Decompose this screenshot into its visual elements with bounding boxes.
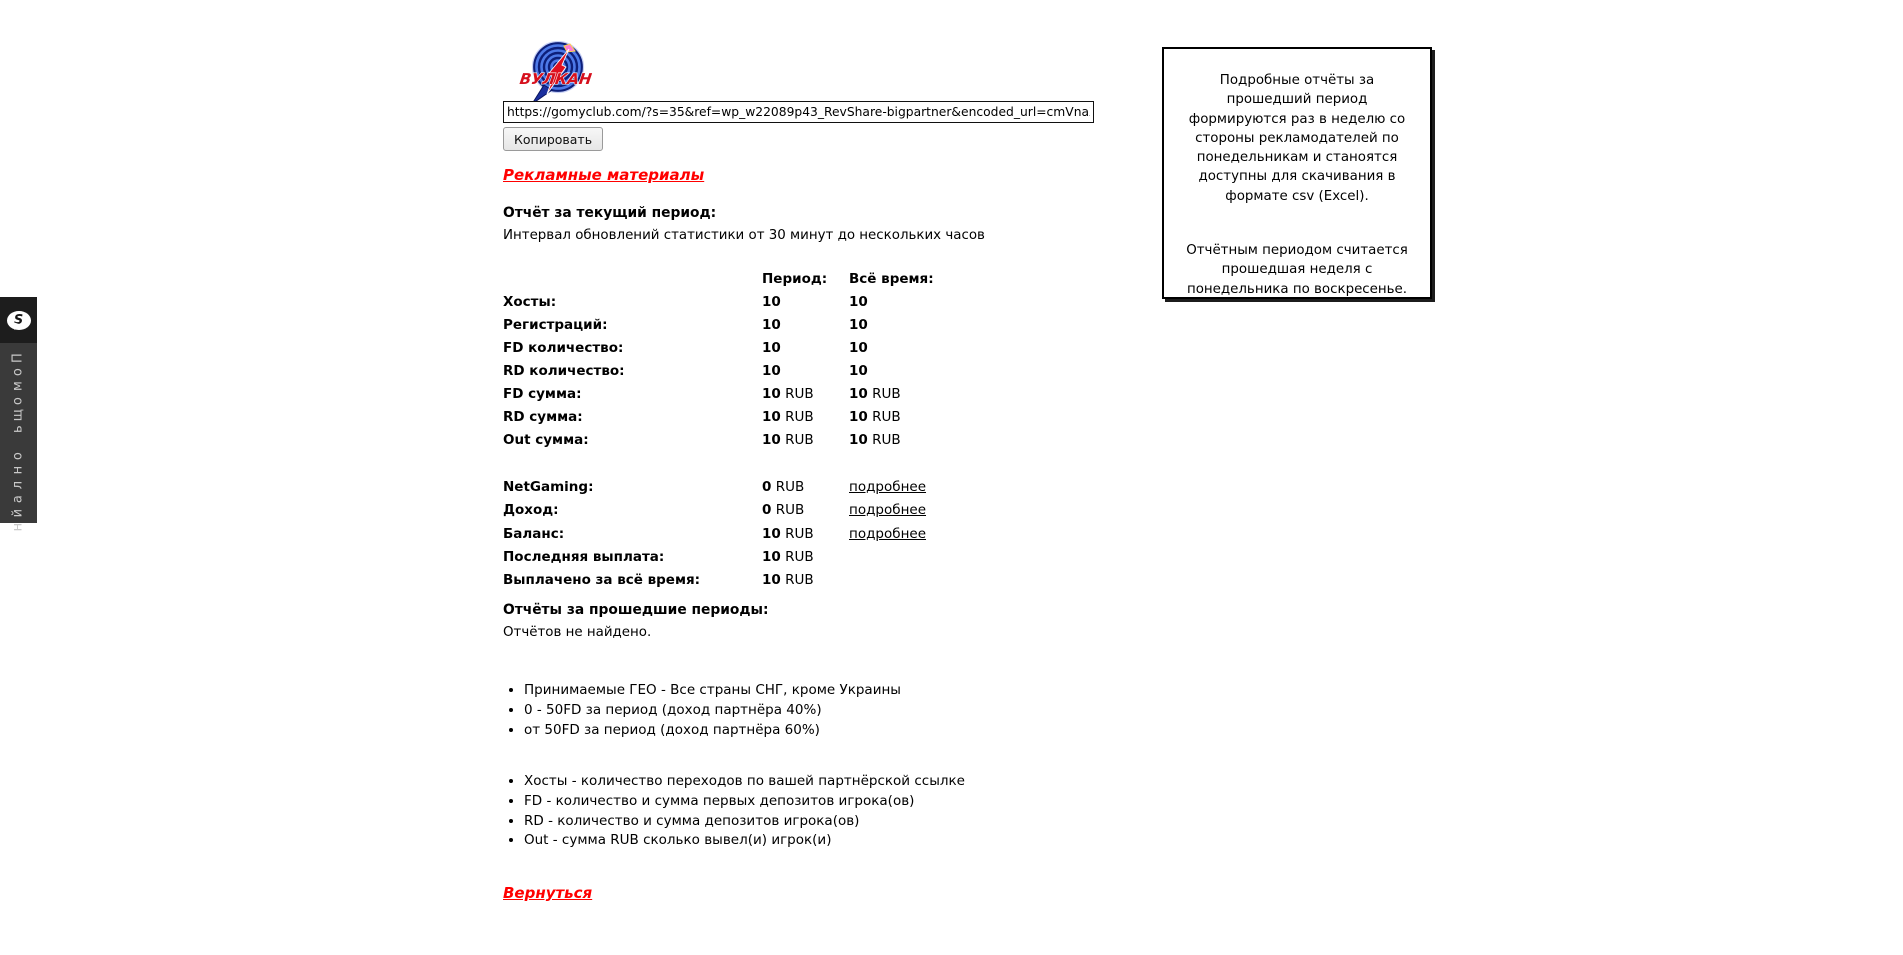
terms-list xyxy=(503,681,901,740)
stat-value: 10 xyxy=(762,317,781,333)
row-label: Хосты: xyxy=(503,294,557,310)
referral-url-input[interactable] xyxy=(503,101,1094,123)
stat-value: 0 xyxy=(762,479,772,495)
row-label: FD сумма: xyxy=(503,386,582,402)
stat-value: 10 xyxy=(762,363,781,379)
list-item: • Хосты - количество переходов по вашей партнёрской ссылке xyxy=(524,772,965,792)
stat-value: 10 xyxy=(762,525,781,542)
details-link[interactable]: подробнее xyxy=(849,525,927,542)
stat-value: 10 xyxy=(849,317,868,333)
stat-value: 10 xyxy=(762,432,781,448)
list-item: • Принимаемые ГЕО - Все страны СНГ, кроме Украины xyxy=(524,681,901,701)
info-paragraph: Подробные отчёты за прошедший период формируются раз в неделю со стороны рекламодателей по понедельникам и станоятся доступны для скачивания в формате csv (Excel). xyxy=(1188,73,1406,204)
weekly-reports-info-box xyxy=(1162,47,1432,299)
table-row: Out сумма: 10 RUB 10 RUB xyxy=(503,429,969,452)
back-link[interactable]: Вернуться xyxy=(503,884,593,902)
list-item: • от 50FD за период (доход партнёра 60%) xyxy=(524,721,901,741)
stat-value: 10 xyxy=(849,386,868,402)
stat-value: 10 xyxy=(762,340,781,356)
stat-value: 10 xyxy=(849,409,868,425)
table-row: Выплачено за всё время: 10 RUB xyxy=(503,569,969,592)
help-online-tab[interactable] xyxy=(0,297,37,532)
stat-value: 10 xyxy=(762,572,781,589)
info-paragraph: Отчётным периодом считается прошедшая неделя с понедельника по воскресенье. xyxy=(1186,243,1408,297)
stat-value: 10 xyxy=(762,548,781,565)
chat-bubble-letter: S xyxy=(13,312,24,328)
table-row: Последняя выплата: 10 RUB xyxy=(503,546,969,569)
stat-value: 10 xyxy=(762,386,781,402)
update-interval-note: Интервал обновлений статистики от 30 минут до нескольких часов xyxy=(503,228,985,243)
current-report-table xyxy=(503,268,969,452)
copy-button[interactable]: Копировать xyxy=(503,127,603,151)
row-label: NetGaming: xyxy=(503,479,594,495)
row-label: Последняя выплата: xyxy=(503,548,665,565)
row-label: Доход: xyxy=(503,502,559,519)
table-row: RD сумма: 10 RUB 10 RUB xyxy=(503,406,969,429)
glossary-list xyxy=(503,772,965,851)
vulkan-logo xyxy=(517,41,593,105)
table-row: FD сумма: 10 RUB 10 RUB xyxy=(503,383,969,406)
list-item: • Out - сумма RUB сколько вывел(и) игрок(и) xyxy=(524,831,965,851)
stat-value: 10 xyxy=(849,294,868,310)
row-label: Out сумма: xyxy=(503,432,589,448)
table-row: Доход: 0 RUB подробнее xyxy=(503,499,969,522)
stat-value: 10 xyxy=(849,432,868,448)
row-label: RD количество: xyxy=(503,363,625,379)
stat-value: 10 xyxy=(762,409,781,425)
help-tab-label: П о м о щ ь о н л а й н xyxy=(10,353,26,532)
summary-table xyxy=(503,476,969,592)
table-row: Баланс: 10 RUB подробнее xyxy=(503,523,969,546)
details-link[interactable]: подробнее xyxy=(849,479,927,495)
table-row xyxy=(503,360,969,383)
stat-value: 10 xyxy=(762,294,781,310)
row-label: Регистраций: xyxy=(503,317,608,333)
chat-bubble-icon xyxy=(0,297,37,343)
past-reports-title: Отчёты за прошедшие периоды: xyxy=(503,602,769,618)
details-link[interactable]: подробнее xyxy=(849,502,927,519)
stat-value: 0 xyxy=(762,502,772,519)
row-label: Выплачено за всё время: xyxy=(503,572,701,589)
column-alltime: Всё время: xyxy=(849,271,934,287)
row-label: FD количество: xyxy=(503,340,624,356)
list-item: • RD - количество и сумма депозитов игрока(ов) xyxy=(524,812,965,832)
ad-materials-link[interactable]: Рекламные материалы xyxy=(503,166,705,184)
chat-bubble xyxy=(7,311,31,330)
current-report-title: Отчёт за текущий период: xyxy=(503,205,717,221)
logo-text: ВУЛКАН xyxy=(518,70,593,88)
list-item: • FD - количество и сумма первых депозитов игрока(ов) xyxy=(524,792,965,812)
list-item: • 0 - 50FD за период (доход партнёра 40%) xyxy=(524,701,901,721)
table-row: NetGaming: 0 RUB подробнее xyxy=(503,476,969,499)
table-row xyxy=(503,314,969,337)
row-label: Баланс: xyxy=(503,525,565,542)
row-label: RD сумма: xyxy=(503,409,583,425)
table-header-row xyxy=(503,268,969,291)
past-reports-empty: Отчётов не найдено. xyxy=(503,625,652,640)
column-period: Период: xyxy=(762,271,828,287)
stat-value: 10 xyxy=(849,340,868,356)
stat-value: 10 xyxy=(849,363,868,379)
table-row xyxy=(503,291,969,314)
table-row xyxy=(503,337,969,360)
